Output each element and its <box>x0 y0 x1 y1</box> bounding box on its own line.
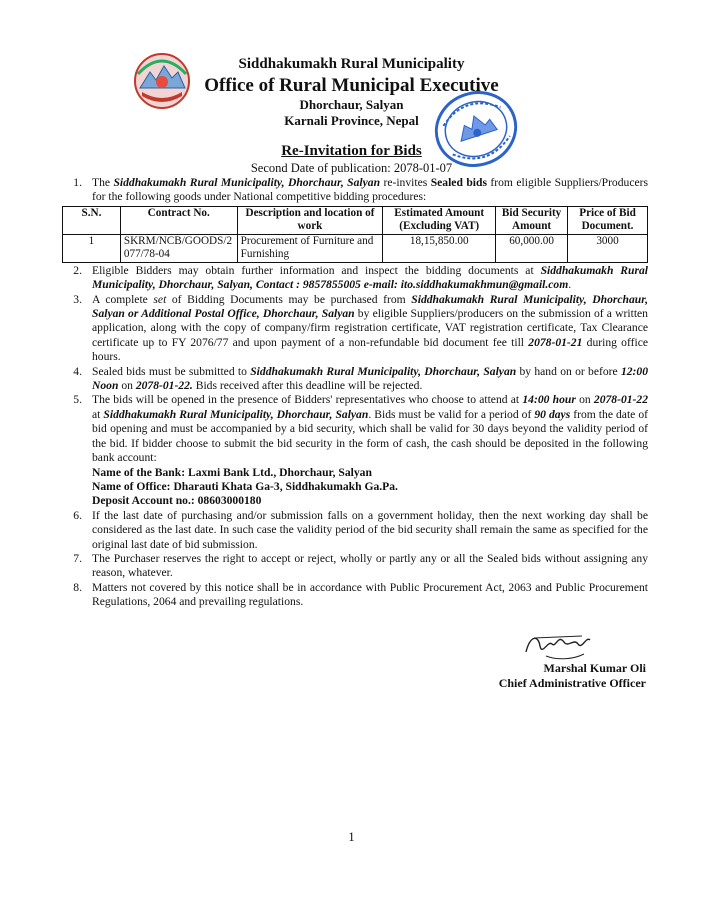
bank-name: Name of the Bank: Laxmi Bank Ltd., Dhorchaur, Salyan <box>92 465 372 479</box>
cell-price: 3000 <box>568 234 648 262</box>
col-security: Bid Security Amount <box>496 206 568 234</box>
bank-office: Name of Office: Dharauti Khata Ga-3, Siddhakumakh Ga.Pa. <box>92 479 398 493</box>
col-sn: S.N. <box>63 206 121 234</box>
clause-number: 1. <box>73 176 82 189</box>
signatory-designation: Chief Administrative Officer <box>498 676 646 690</box>
municipality-name: Siddhakumakh Rural Municipality <box>238 56 465 72</box>
clause-2: 2. Eligible Bidders may obtain further information and inspect the bidding documents at Siddhakumakh Rural Municipality, Dhorchaur, Salyan, Contact : 9857855005 e-mail: ito.siddhakumakhmun@gmail.com. <box>73 263 649 292</box>
notice-title: Re-Invitation for Bids <box>281 143 422 159</box>
handwritten-signature <box>486 626 656 664</box>
cell-description: Procurement of Furniture and Furnishing <box>237 234 383 262</box>
col-amount: Estimated Amount (Excluding VAT) <box>383 206 496 234</box>
clause-4: 4. Sealed bids must be submitted to Siddhakumakh Rural Municipality, Dhorchaur, Salyan by hand on or before 12:00 Noon on 2078-01-22. Bids received after this deadline will be rejected. <box>73 364 648 393</box>
bid-table <box>62 206 648 263</box>
notice-body <box>62 176 648 610</box>
cell-sn: 1 <box>63 234 121 262</box>
clause-6: 6. If the last date of purchasing and/or submission falls on a government holiday, then the next working day shall be considered as the last date. In such case the validity period of the bid security shall remain the same as specified for the original last date of bid submission. <box>73 508 648 551</box>
col-price: Price of Bid Document. <box>568 206 648 234</box>
publication-date: Second Date of publication: 2078-01-07 <box>250 161 453 175</box>
col-contract: Contract No. <box>120 206 237 234</box>
signatory-name: Marshal Kumar Oli <box>543 661 646 675</box>
clause-8: 8. Matters not covered by this notice shall be in accordance with Public Procurement Act, 2063 and Public Procurement Regulations, 2064 and prevailing regulations. <box>73 580 648 609</box>
clause-1: 1. The Siddhakumakh Rural Municipality, Dhorchaur, Salyan re-invites Sealed bids from eligible Suppliers/Producers for the following goods under National competitive bidding procedures: <box>62 176 648 205</box>
clause-7: 7. The Purchaser reserves the right to accept or reject, wholly or partly any or all the Sealed bids without assigning any reason, whatever. <box>73 551 648 580</box>
bank-details <box>62 466 648 509</box>
bank-account: Deposit Account no.: 08603000180 <box>92 494 262 508</box>
cell-contract: SKRM/NCB/GOODS/2077/78-04 <box>120 234 237 262</box>
table-header-row <box>63 206 648 234</box>
col-description: Description and location of work <box>237 206 383 234</box>
office-address: Dhorchaur, Salyan <box>299 97 404 112</box>
table-row <box>63 234 648 262</box>
clause-5: 5. The bids will be opened in the presence of Bidders' representatives who choose to attend at 14:00 hour on 2078-01-22 at Siddhakumakh Rural Municipality, Dhorchaur, Salyan. Bids must be valid for a period of 90 days from the date of bid opening and must be accompanied by a bid security, which shall be valid for 30 days beyond the validity period of the bid. If bidder choose to submit the bid security in the form of cash, the cash should be deposited in the following bank account: <box>73 393 649 465</box>
office-name: Office of Rural Municipal Executive <box>204 75 499 96</box>
province-name: Karnali Province, Nepal <box>284 113 419 128</box>
page-number: 1 <box>348 829 355 844</box>
cell-security: 60,000.00 <box>496 234 568 262</box>
cell-amount: 18,15,850.00 <box>383 234 496 262</box>
clause-3: 3. A complete set of Bidding Documents may be purchased from Siddhakumakh Rural Municipality, Dhorchaur, Salyan or Additional Postal Office, Dhorchaur, Salyan by eligible Suppliers/producers on the submission of a written application, along with the copy of company/firm registration certificate, VAT registration certificate, Tax Clearance certificate up to FY 2076/77 and upon payment of a non-refundable bid document fee till 2078-01-21 during office hours. <box>73 292 649 364</box>
